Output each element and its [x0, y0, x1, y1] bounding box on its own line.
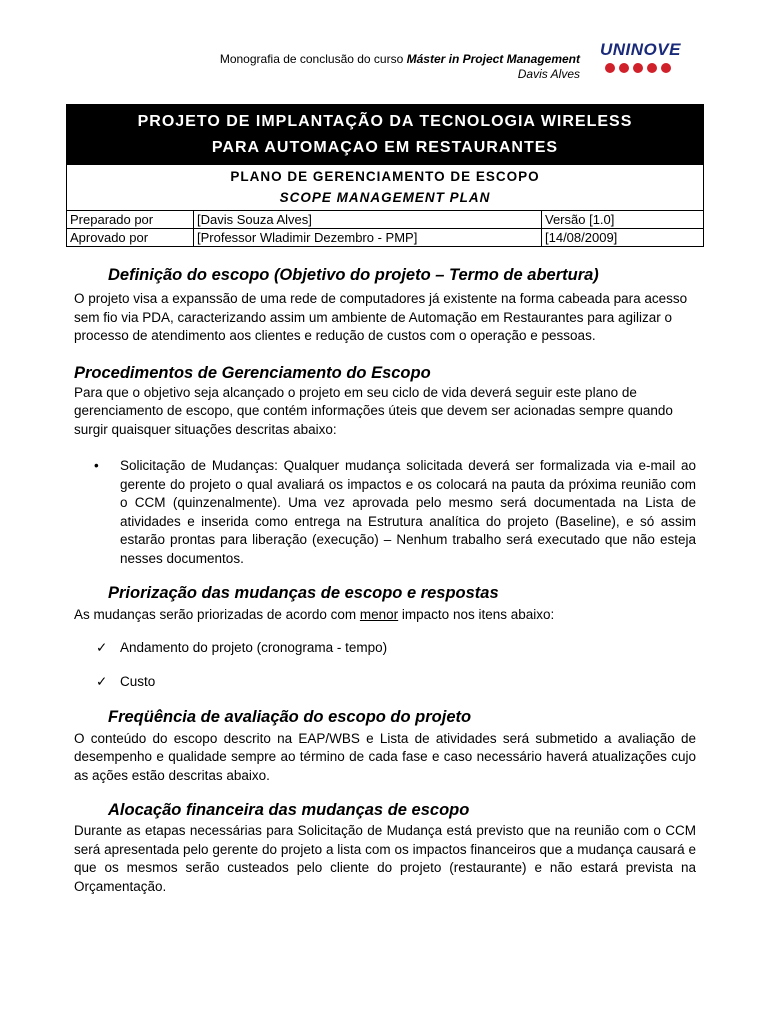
logo-dots [600, 63, 690, 73]
section-heading: Freqüência de avaliação do escopo do projeto [108, 707, 472, 726]
section-paragraph: Para que o objetivo seja alcançado o projeto em seu ciclo de vida deverá seguir este plano de gerenciamento de escopo, que contém informações úteis que devem ser acionadas sempre quando surgir quaisquer situações descritas abaixo: [74, 384, 673, 437]
meta-extra: [14/08/2009] [542, 229, 704, 247]
project-title [67, 105, 703, 164]
logo-text: UNINOVE [600, 40, 681, 59]
bullet-icon: • [94, 458, 99, 473]
section-paragraph: O projeto visa a expanssão de uma rede de computadores já existente na forma cabeada para acesso sem fio via PDA, caracterizando assim um ambiente de Automação em Restaurantes para agilizar o processo de atendimento aos clientes e redução de custos com o operação e pessoas. [74, 291, 688, 343]
meta-label: Preparado por [67, 211, 194, 229]
header-prefix: Monografia de conclusão do curso [219, 52, 407, 66]
text-span: impacto nos itens abaixo: [398, 607, 555, 622]
section-paragraph: Durante as etapas necessárias para Solicitação de Mudança está previsto que na reunião com o CCM será apresentada pelo gerente do projeto a lista com os impactos financeiros que a mudança causará e que os mesmos serão custeados pelo cliente do projeto (restaurante) e não estará prevista na Orçamentação. [74, 823, 696, 894]
plan-title [67, 164, 703, 210]
plan-title-en: SCOPE MANAGEMENT PLAN [279, 190, 491, 205]
uninove-logo [600, 40, 690, 82]
meta-table [67, 210, 703, 246]
list-item [96, 673, 696, 692]
section-paragraph: O conteúdo do escopo descrito na EAP/WBS e Lista de atividades será submetido a avaliação de desempenho e qualidade sempre ao término de cada fase e caso necessário haverá atualizações cujo as ações estão descritas abaixo. [74, 730, 696, 783]
checkmark-icon: ✓ [96, 639, 108, 655]
section-heading: Procedimentos de Gerenciamento do Escopo [74, 363, 431, 382]
section-heading: Alocação financeira das mudanças de escopo [108, 801, 470, 819]
checkmark-icon: ✓ [96, 674, 108, 689]
plan-title-pt: PLANO DE GERENCIAMENTO DE ESCOPO [230, 169, 540, 184]
project-title-line1: PROJETO DE IMPLANTAÇÃO DA TECNOLOGIA WIRELESS [137, 113, 633, 130]
meta-extra: Versão [1.0] [542, 211, 704, 229]
document-body [74, 264, 696, 896]
project-title-line2: PARA AUTOMAÇAO EM RESTAURANTES [211, 139, 559, 156]
section-heading: Definição do escopo (Objetivo do projeto – Termo de abertura) [108, 266, 599, 284]
section-heading: Priorização das mudanças de escopo e respostas [108, 584, 499, 602]
list-item-text: Andamento do projeto (cronograma - tempo) [120, 639, 388, 655]
section-paragraph [74, 606, 696, 625]
table-row [67, 229, 703, 247]
page-header [220, 52, 580, 82]
meta-value: [Professor Wladimir Dezembro - PMP] [194, 229, 542, 247]
underlined-text: menor [359, 607, 399, 622]
meta-label: Aprovado por [67, 229, 194, 247]
list-item-text: Solicitação de Mudanças: Qualquer mudança solicitada deverá ser formalizada via e-mail ao gerente do projeto o qual avaliará os impactos e os colocará na pauta da próxima reunião com o CCM (quinzenalmente). Uma vez aprovada pelo mesmo será documentada na Lista de atividades e inserida como entrega na Estrutura analítica do projeto (Baseline), e só assim estarão prontas para liberação (execução) – Nenhum trabalho será executado que não esteja nesses documentos. [120, 458, 696, 566]
header-author: Davis Alves [517, 67, 580, 81]
list-item [96, 639, 696, 658]
list-item-text: Custo [120, 674, 156, 689]
header-course: Máster in Project Management [406, 52, 580, 66]
text-span: As mudanças serão priorizadas de acordo com [74, 607, 360, 622]
list-item [94, 457, 696, 568]
title-block [66, 104, 704, 247]
meta-value: [Davis Souza Alves] [194, 211, 542, 229]
table-row [67, 211, 703, 229]
